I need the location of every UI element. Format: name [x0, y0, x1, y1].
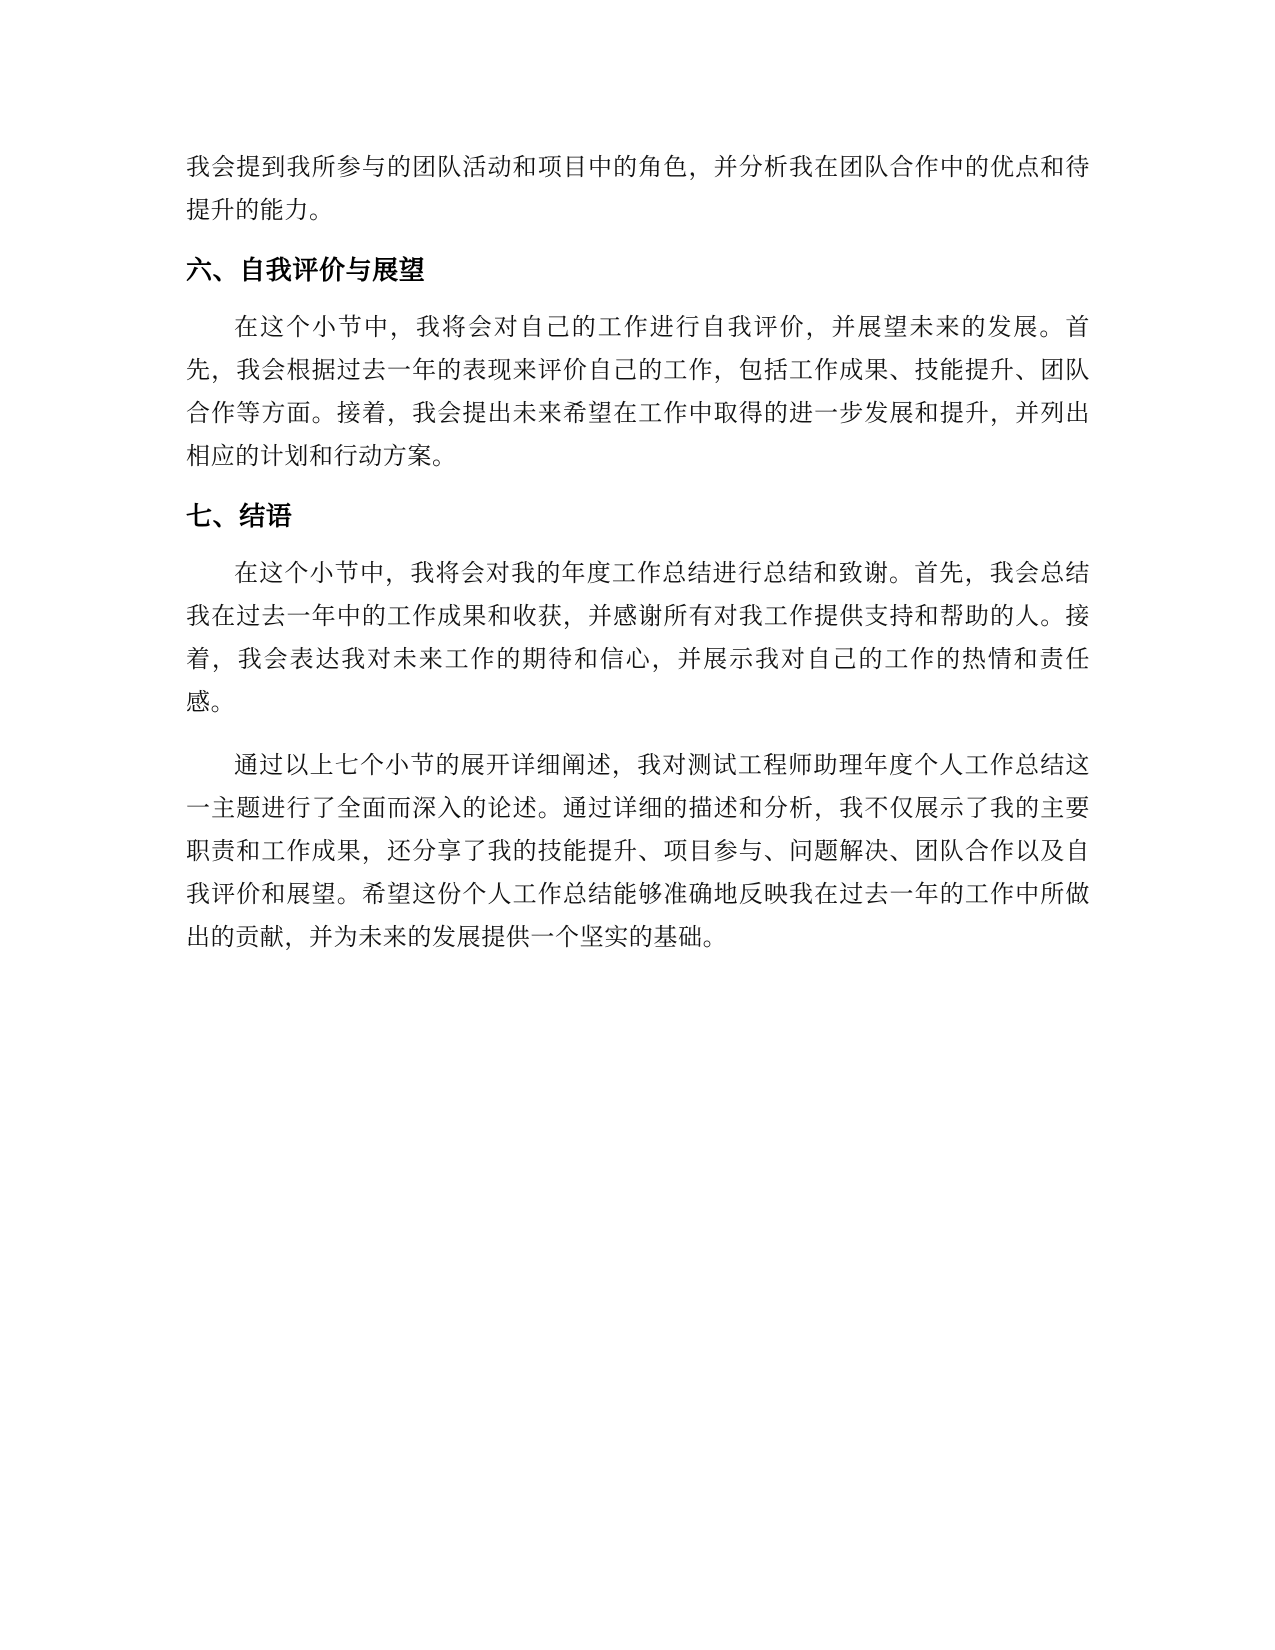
intro-paragraph: 我会提到我所参与的团队活动和项目中的角色，并分析我在团队合作中的优点和待提升的能力。: [186, 153, 1090, 224]
conclusion-paragraph: 在这个小节中，我将会对我的年度工作总结进行总结和致谢。首先，我会总结我在过去一年中的工作成果和收获，并感谢所有对我工作提供支持和帮助的人。接着，我会表达我对未来工作的期待和信心，并展示我对自己的工作的热情和责任感。: [186, 559, 1090, 716]
summary-paragraph: 通过以上七个小节的展开详细阐述，我对测试工程师助理年度个人工作总结这一主题进行了全面而深入的论述。通过详细的描述和分析，我不仅展示了我的主要职责和工作成果，还分享了我的技能提升、项目参与、问题解决、团队合作以及自我评价和展望。希望这份个人工作总结能够准确地反映我在过去一年的工作中所做出的贡献，并为未来的发展提供一个坚实的基础。: [186, 751, 1090, 951]
document-body: [186, 146, 1090, 959]
section-heading-self-evaluation: 六、自我评价与展望: [186, 256, 426, 286]
self-evaluation-paragraph: 在这个小节中，我将会对自己的工作进行自我评价，并展望未来的发展。首先，我会根据过去一年的表现来评价自己的工作，包括工作成果、技能提升、团队合作等方面。接着，我会提出未来希望在工作中取得的进一步发展和提升，并列出相应的计划和行动方案。: [186, 313, 1090, 470]
section-heading-conclusion: 七、结语: [186, 502, 293, 532]
